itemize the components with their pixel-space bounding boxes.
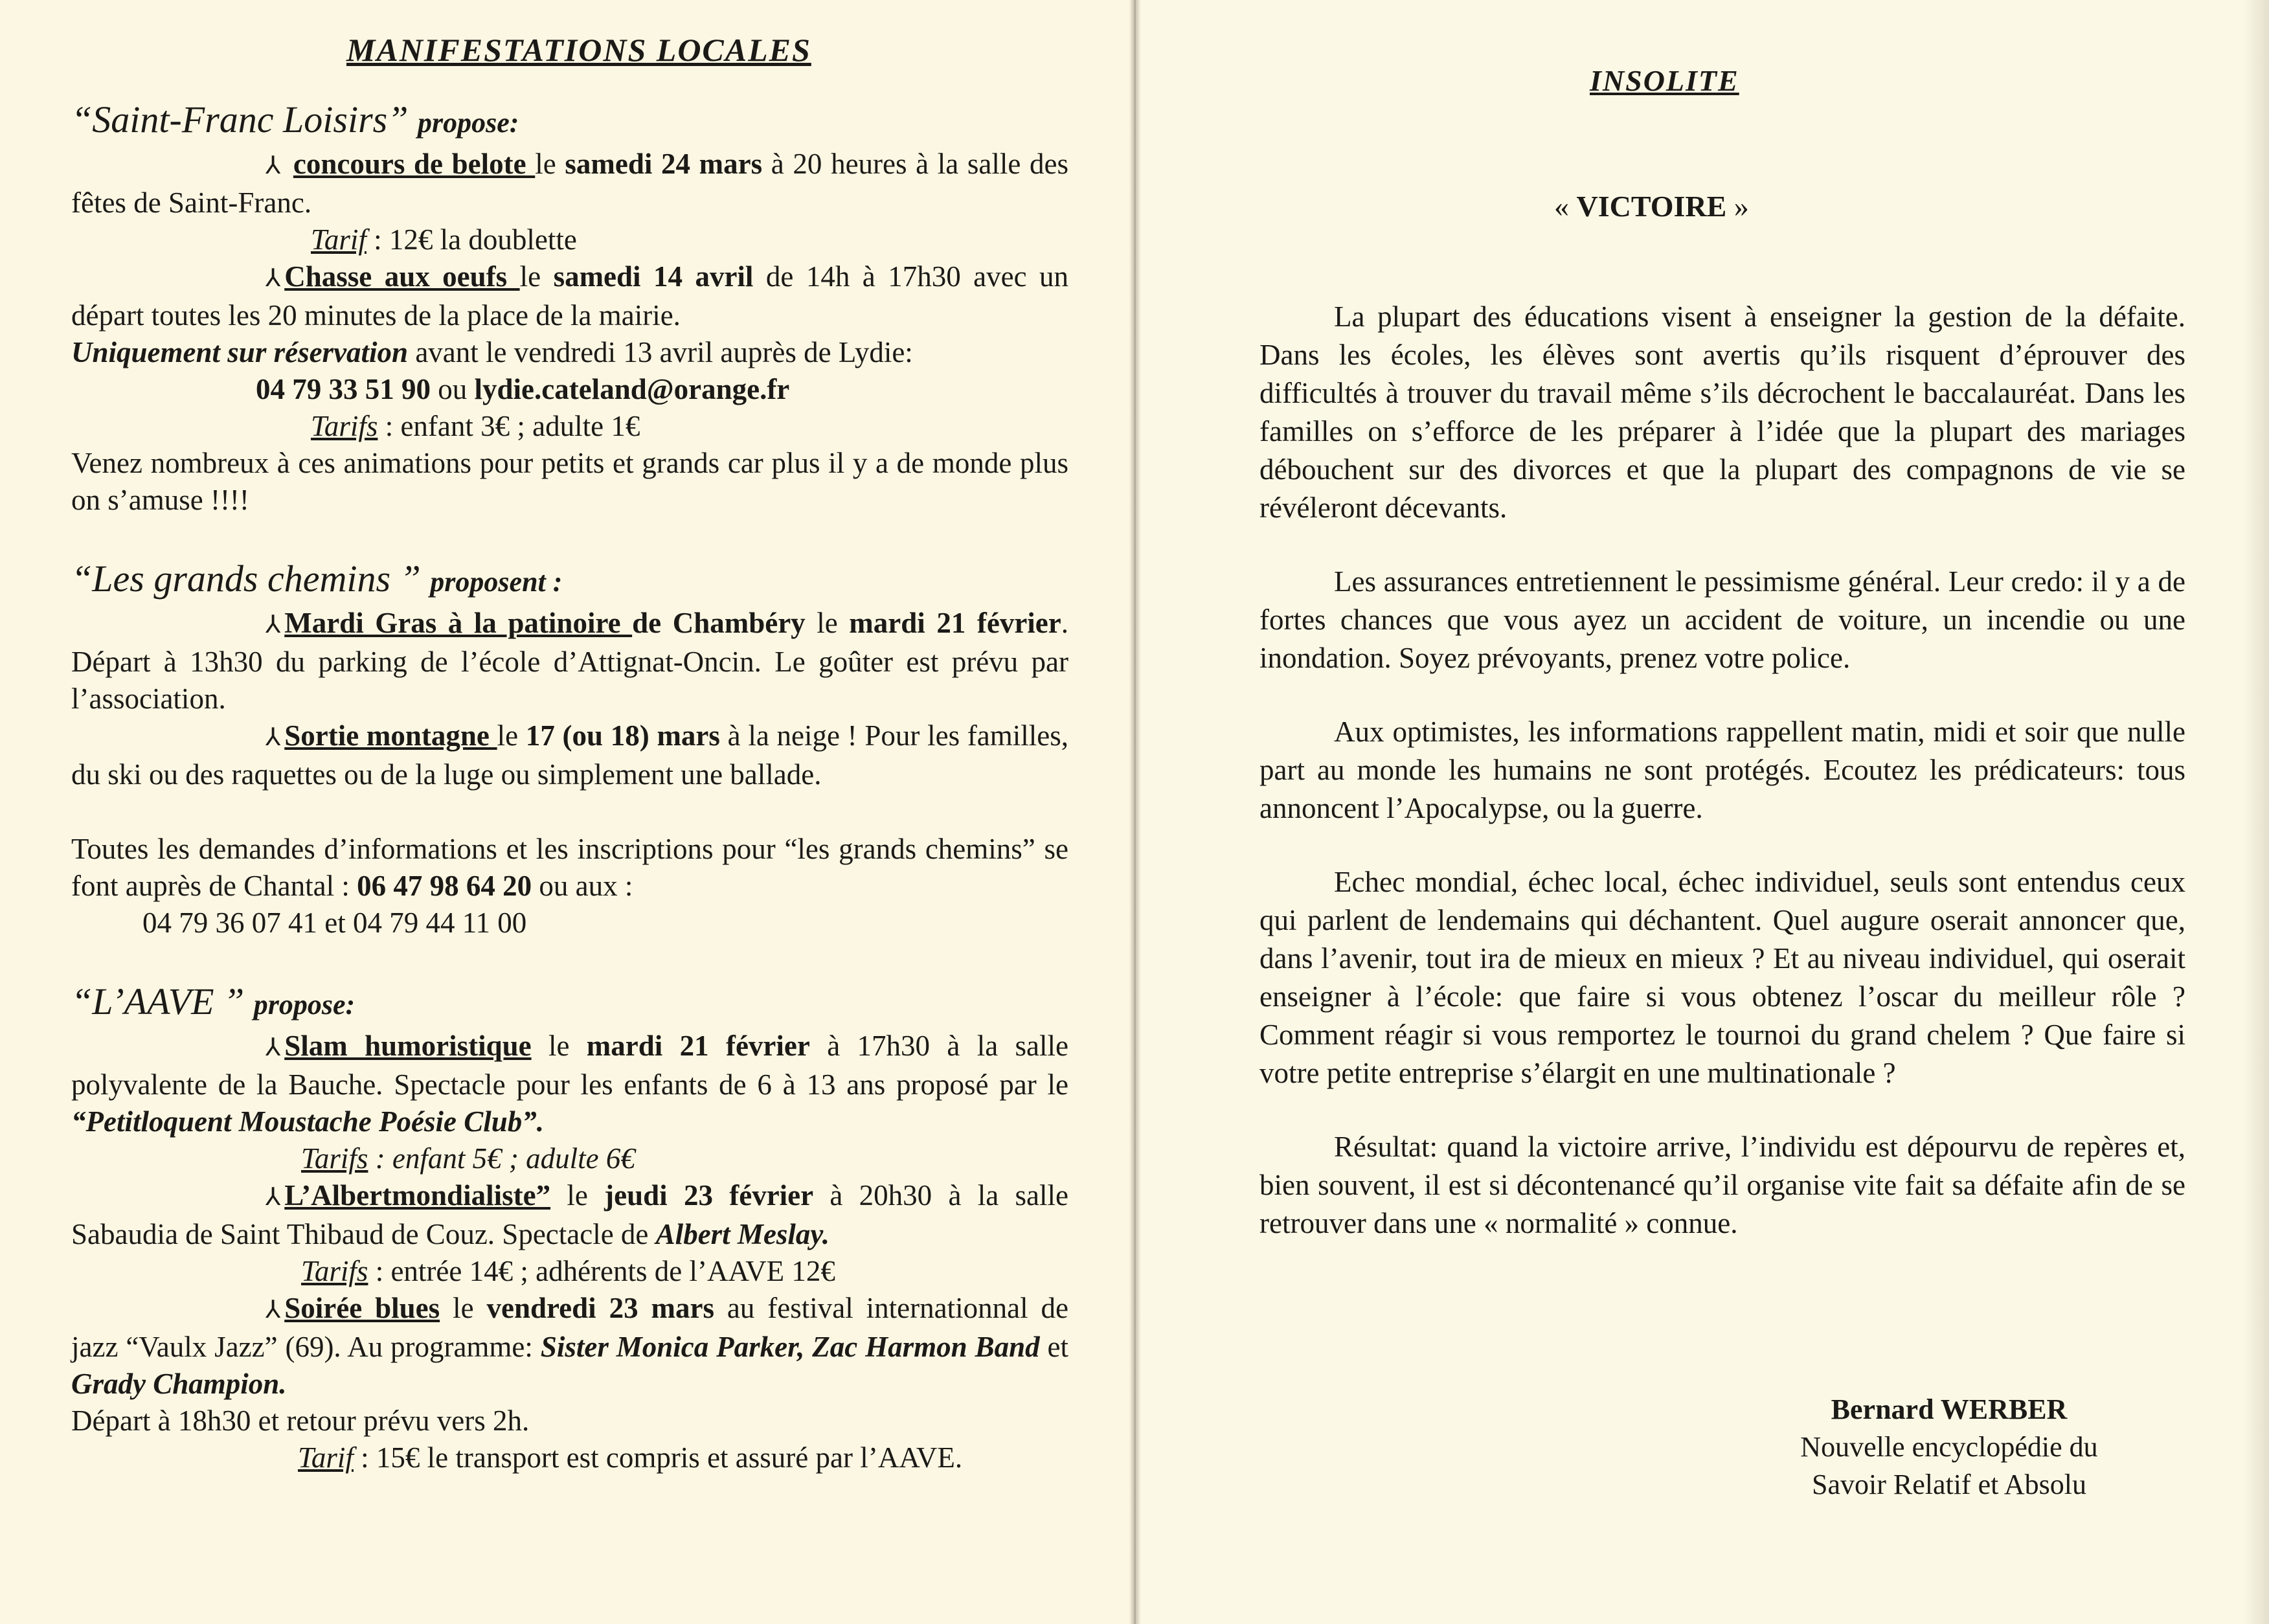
caret-icon: ⅄ xyxy=(265,1296,281,1324)
event-blues: ⅄ Soirée blues le vendredi 23 mars au festival internationnal de jazz “Vaulx Jazz” (69). Au programme: Sister Monica Parker, Zac Harmon Band et Grady Champion. xyxy=(71,1292,1068,1400)
caret-icon: ⅄ xyxy=(265,611,281,638)
caret-icon: ⅄ xyxy=(265,1184,281,1211)
org-heading-grands-chemins: “Les grands chemins ” proposent : xyxy=(71,558,563,600)
signature-block xyxy=(1774,1391,2124,1504)
org-heading-aave: “L’AAVE ” propose: xyxy=(71,980,356,1022)
tarif-belote: Tarif : 12€ la doublette xyxy=(311,223,577,256)
caret-icon: ⅄ xyxy=(265,1034,281,1061)
source-line-2: Savoir Relatif et Absolu xyxy=(1811,1469,2087,1500)
event-chasse-oeufs: ⅄ Chasse aux oeufs le samedi 14 avril de 14h à 17h30 avec un départ toutes les 20 minutes de la place de la mairie. xyxy=(71,260,1069,332)
page-heading-right: INSOLITE xyxy=(1590,64,1739,97)
book-spine xyxy=(1129,0,1141,1624)
events-column xyxy=(71,97,1068,1476)
page-heading-left: MANIFESTATIONS LOCALES xyxy=(346,32,811,68)
article-paragraph: Aux optimistes, les informations rappellent matin, midi et soir que nulle part au monde les humains ne sont protégés. Ecoutez les prédicateurs: tous annoncent l’Apocalypse, ou la guerre. xyxy=(1259,716,2185,824)
tarif-slam: Tarifs : enfant 5€ ; adulte 6€ xyxy=(301,1142,635,1175)
caret-icon: ⅄ xyxy=(265,724,281,751)
tarif-blues: Tarif : 15€ le transport est compris et assuré par l’AAVE. xyxy=(298,1441,963,1474)
source-line-1: Nouvelle encyclopédie du xyxy=(1800,1431,2098,1463)
article-body xyxy=(1259,298,2185,1243)
contact-line: 04 79 33 51 90 ou lydie.cateland@orange.fr xyxy=(256,373,790,405)
info-text: Toutes les demandes d’informations et les inscriptions pour “les grands chemins” se font auprès de Chantal : 06 47 98 64 20 ou aux : xyxy=(71,833,1068,902)
info-phones: 04 79 36 07 41 et 04 79 44 11 00 xyxy=(142,907,527,939)
left-page xyxy=(0,0,1134,1624)
event-albert: ⅄ L’Albertmondialiste” le jeudi 23 février à 20h30 à la salle Sabaudia de Saint Thibaud de Couz. Spectacle de Albert Meslay. xyxy=(71,1179,1068,1250)
tarif-albert: Tarifs : entrée 14€ ; adhérents de l’AAVE 12€ xyxy=(301,1255,835,1287)
caret-icon: ⅄ xyxy=(265,152,281,179)
author-name: Bernard WERBER xyxy=(1831,1393,2068,1425)
article-paragraph: Echec mondial, échec local, échec individuel, seuls sont entendus ceux qui parlent de lendemains qui déchantent. Quel augure oserait annoncer que, dans l’avenir, tout ira de mieux en mieux ? Et au niveau individuel, qui oserait enseigner à l’école: que faire si vous obtenez l’oscar du meilleur rôle ? Comment réagir si vous remportez le tournoi du grand chelem ? Que faire si votre petite entreprise s’élargit en une multinationale ? xyxy=(1259,866,2185,1089)
article-paragraph: La plupart des éducations visent à enseigner la gestion de la défaite. Dans les écoles, les élèves sont avertis qu’ils risquent d’éprouver des difficultés à trouver du travail même s’ils décrochent le baccalauréat. Dans les familles on s’efforce de les préparer à l’idée que la plupart des mariages débouchent sur des divorces et que la plupart des compagnons de vie se révéleront décevants. xyxy=(1259,300,2185,524)
article-paragraph: Les assurances entretiennent le pessimisme général. Leur credo: il y a de fortes chances que vous ayez un accident de voiture, un incendie ou une inondation. Soyez prévoyants, prenez votre police. xyxy=(1259,565,2185,674)
caret-icon: ⅄ xyxy=(265,265,281,292)
event-belote: ⅄ concours de belote le samedi 24 mars à 20 heures à la salle des fêtes de Saint-Franc. xyxy=(71,148,1068,219)
reservation-line: Uniquement sur réservation avant le vendredi 13 avril auprès de Lydie: xyxy=(71,336,913,368)
tarif-oeufs: Tarifs : enfant 3€ ; adulte 1€ xyxy=(311,410,640,442)
event-mardi-gras: ⅄ Mardi Gras à la patinoire de Chambéry le mardi 21 février. Départ à 13h30 du parking de l’école d’Attignat-Oncin. Le goûter est prévu par l’association. xyxy=(71,607,1069,715)
closing-text: Venez nombreux à ces animations pour petits et grands car plus il y a de monde plus on s’amuse !!!! xyxy=(71,447,1068,516)
article-title: « VICTOIRE » xyxy=(1554,190,1749,223)
blues-depart: Départ à 18h30 et retour prévu vers 2h. xyxy=(71,1404,530,1437)
event-sortie-montagne: ⅄ Sortie montagne le 17 (ou 18) mars à la neige ! Pour les familles, du ski ou des raquettes ou de la luge ou simplement une ballade. xyxy=(71,719,1068,791)
article-paragraph: Résultat: quand la victoire arrive, l’individu est dépourvu de repères et, bien souvent, il est si décontenancé qu’il organise vite fait sa défaite afin de se retrouver dans une « normalité » connue. xyxy=(1259,1131,2185,1239)
org-heading-saint-franc: “Saint-Franc Loisirs” propose: xyxy=(71,98,519,141)
event-slam: ⅄ Slam humoristique le mardi 21 février à 17h30 à la salle polyvalente de la Bauche. Spectacle pour les enfants de 6 à 13 ans proposé par le “Petitloquent Moustache Poésie Club”. xyxy=(71,1030,1068,1138)
